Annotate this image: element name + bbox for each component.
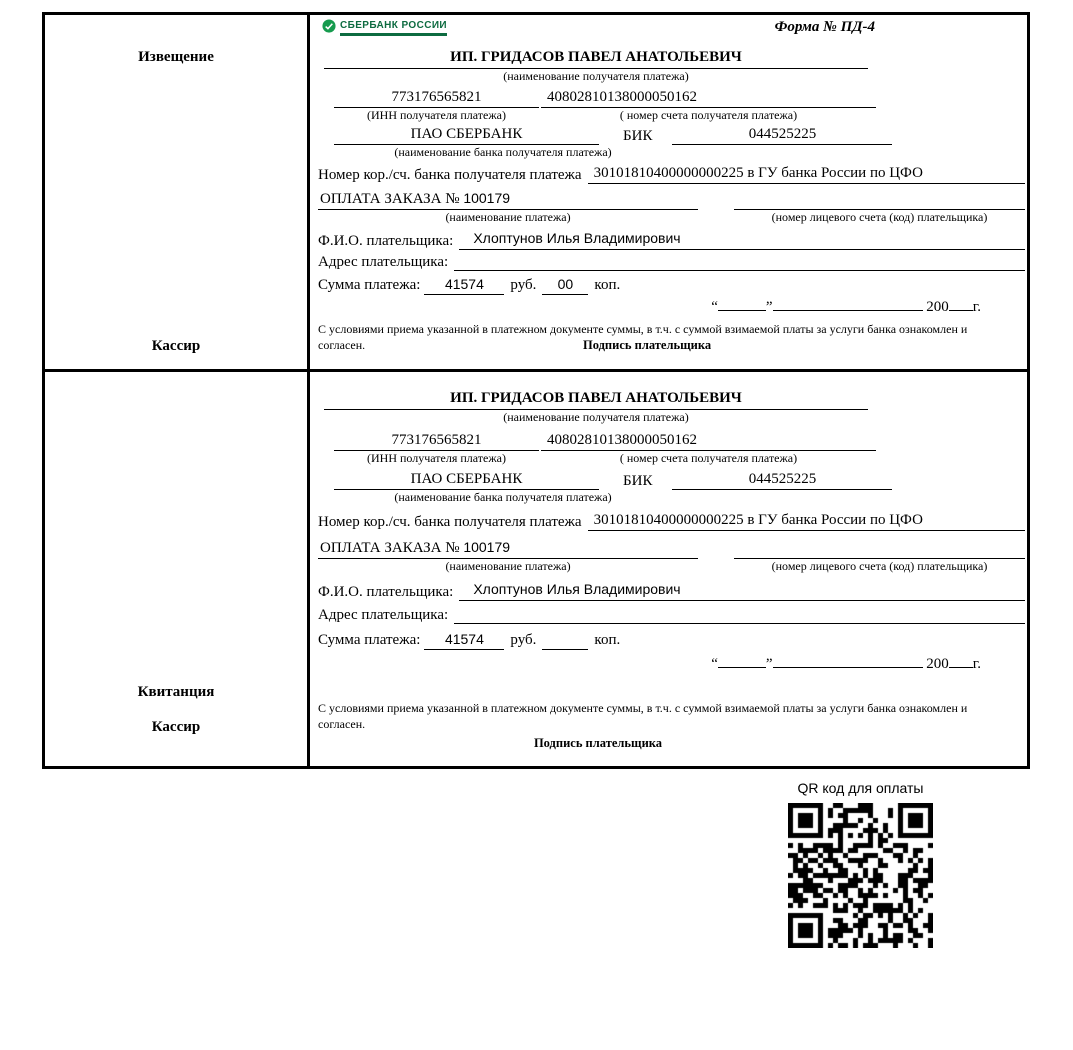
receipt-section (42, 369, 1030, 769)
order-number: 100179 (463, 190, 511, 206)
sberbank-logo (322, 19, 447, 38)
purpose-caption: (наименование платежа) (445, 210, 571, 224)
sberbank-logo-text: СБЕРБАНК РОССИИ (340, 20, 448, 31)
payment-form-pd4 (42, 12, 1030, 769)
bank-caption: (наименование банка получателя платежа) (394, 145, 612, 159)
payer-address-line (454, 605, 1025, 624)
date-month-blank (773, 654, 923, 668)
close-quote: ” (765, 656, 773, 672)
amount-label: Сумма платежа: (318, 632, 421, 648)
form-number: Форма № ПД-4 (774, 19, 875, 35)
date-month-blank (773, 297, 923, 311)
cashier-label: Кассир (151, 338, 201, 354)
personal-account-caption: (номер лицевого счета (код) плательщика) (771, 559, 988, 573)
corr-account-value: 30101810400000000225 в ГУ банка России по ЦФО (588, 511, 1025, 531)
payee-caption: (наименование получателя платежа) (503, 69, 689, 83)
payer-name-value: Хлоптунов Илья Владимирович (473, 230, 681, 246)
qr-caption: QR код для оплаты (797, 780, 924, 796)
notice-label: Извещение (138, 49, 214, 65)
terms-text: С условиями приема указанной в платежном документе суммы, в т.ч. с суммой взимаемой платы за услуги банка ознакомлен и согласен. (318, 701, 968, 731)
account-caption: ( номер счета получателя платежа) (619, 108, 798, 122)
open-quote: “ (711, 299, 718, 315)
payer-address-label: Адрес плательщика: (318, 254, 449, 270)
bank-name-value: ПАО СБЕРБАНК (334, 470, 599, 490)
payer-name-line (459, 229, 1025, 250)
date-year-blank (949, 654, 973, 668)
payer-name-label: Ф.И.О. плательщика: (318, 233, 454, 249)
terms-block (318, 700, 973, 732)
qr-code (788, 803, 933, 948)
terms-text: С условиями приема указанной в платежном документе суммы, в т.ч. с суммой взимаемой платы за услуги банка ознакомлен и согласен. (318, 322, 968, 352)
date-day-blank (718, 654, 766, 668)
amount-rub-value: 41574 (424, 275, 504, 295)
bik-value: 044525225 (672, 125, 892, 145)
rub-label: руб. (510, 632, 537, 648)
year-suffix: г. (972, 299, 981, 315)
payment-purpose-label: ОПЛАТА ЗАКАЗА № (320, 191, 460, 207)
rub-label: руб. (510, 277, 537, 293)
date-year-blank (949, 297, 973, 311)
corr-account-label: Номер кор./сч. банка получателя платежа (318, 167, 582, 183)
year-suffix: г. (972, 656, 981, 672)
account-caption: ( номер счета получателя платежа) (619, 451, 798, 465)
payment-purpose (318, 537, 698, 559)
notice-left-column (45, 15, 310, 369)
payee-name: ИП. ГРИДАСОВ ПАВЕЛ АНАТОЛЬЕВИЧ (324, 47, 868, 69)
sberbank-logo-icon (322, 19, 336, 38)
payer-name-line (459, 580, 1025, 601)
receipt-left-column (45, 372, 310, 766)
payee-name: ИП. ГРИДАСОВ ПАВЕЛ АНАТОЛЬЕВИЧ (324, 388, 868, 410)
bik-label: БИК (623, 128, 653, 144)
notice-header-row (318, 19, 1025, 45)
bank-name-value: ПАО СБЕРБАНК (334, 125, 599, 145)
date-line (318, 654, 1025, 674)
receipt-content (310, 372, 1027, 766)
amount-kop-value: 00 (542, 275, 588, 295)
date-day-blank (718, 297, 766, 311)
signature-label: Подпись плательщика (583, 338, 712, 352)
cashier-label: Кассир (151, 719, 201, 735)
corr-account-label: Номер кор./сч. банка получателя платежа (318, 514, 582, 530)
payer-address-line (454, 252, 1025, 271)
payment-purpose-label: ОПЛАТА ЗАКАЗА № (320, 540, 460, 556)
bik-value: 044525225 (672, 470, 892, 490)
amount-label: Сумма платежа: (318, 277, 421, 293)
order-number: 100179 (463, 539, 511, 555)
payee-inn-value: 773176565821 (334, 88, 539, 108)
kop-label: коп. (594, 277, 621, 293)
close-quote: ” (765, 299, 773, 315)
payee-account-value: 40802810138000050162 (541, 88, 876, 108)
inn-caption: (ИНН получателя платежа) (367, 451, 506, 465)
payer-name-label: Ф.И.О. плательщика: (318, 584, 454, 600)
amount-rub-value: 41574 (424, 630, 504, 650)
sberbank-logo-text-block (340, 19, 447, 36)
signature-label: Подпись плательщика (533, 736, 663, 750)
year-prefix: 200 (926, 299, 949, 315)
qr-block (788, 780, 933, 948)
date-line (318, 297, 1025, 317)
inn-caption: (ИНН получателя платежа) (367, 108, 506, 122)
payee-account-value: 40802810138000050162 (541, 431, 876, 451)
receipt-label: Квитанция (137, 684, 215, 700)
corr-account-value: 30101810400000000225 в ГУ банка России по ЦФО (588, 164, 1025, 184)
notice-section (42, 12, 1030, 372)
amount-kop-value (542, 649, 588, 650)
kop-label: коп. (594, 632, 621, 648)
payment-purpose (318, 188, 698, 210)
open-quote: “ (711, 656, 718, 672)
payee-caption: (наименование получателя платежа) (503, 410, 689, 424)
notice-content (310, 15, 1027, 369)
year-prefix: 200 (926, 656, 949, 672)
payer-address-label: Адрес плательщика: (318, 607, 449, 623)
personal-account-caption: (номер лицевого счета (код) плательщика) (771, 210, 988, 224)
sberbank-logo-tagline-bar (340, 33, 447, 36)
purpose-caption: (наименование платежа) (445, 559, 571, 573)
bank-caption: (наименование банка получателя платежа) (394, 490, 612, 504)
bik-label: БИК (623, 473, 653, 489)
payer-name-value: Хлоптунов Илья Владимирович (473, 581, 681, 597)
payee-inn-value: 773176565821 (334, 431, 539, 451)
terms-block (318, 321, 973, 353)
